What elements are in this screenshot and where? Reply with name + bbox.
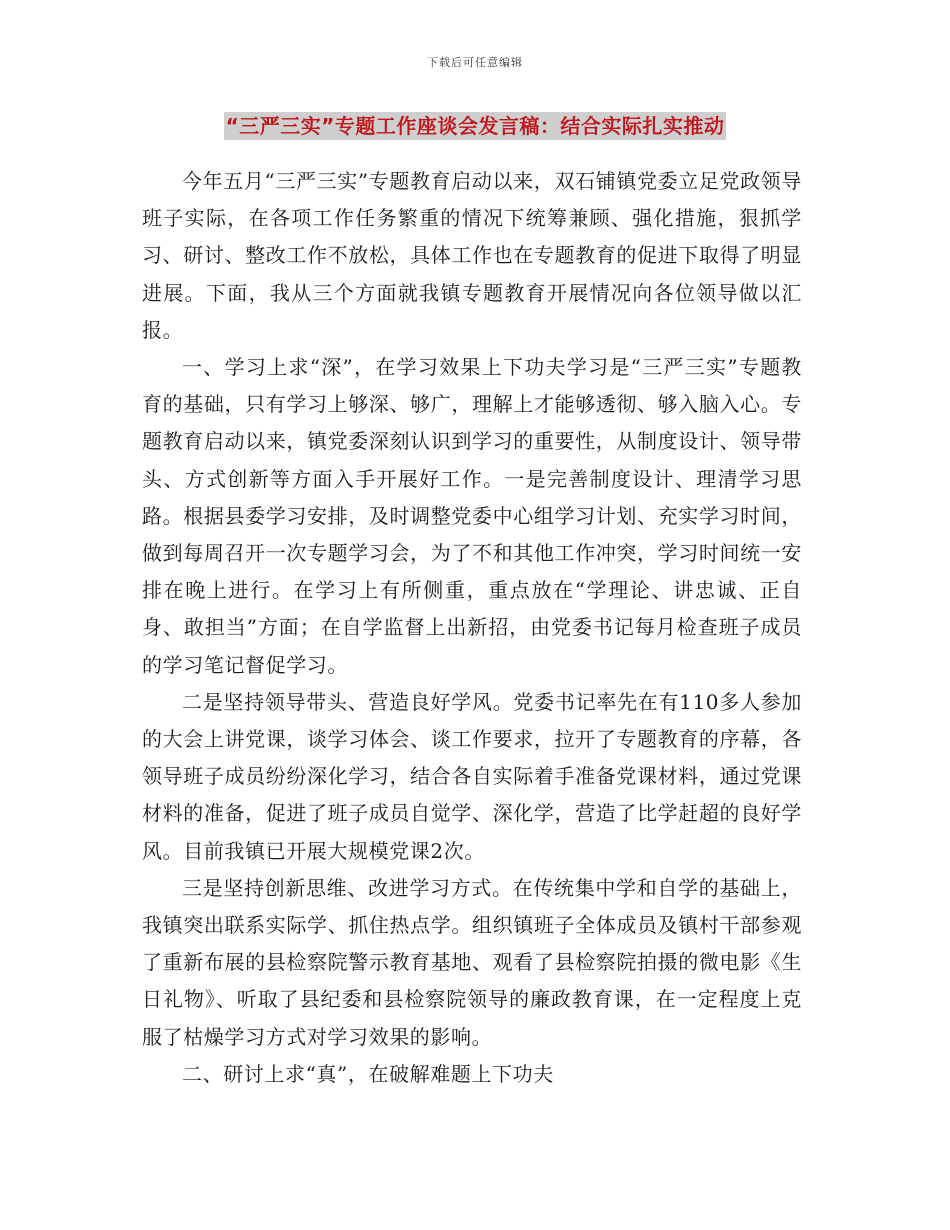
paragraph-point-3: 三是坚持创新思维、改进学习方式。在传统集中学和自学的基础上，我镇突出联系实际学、抓住热点学。组织镇班子全体成员及镇村干部参观了重新布展的县检察院警示教育基地、观看了县检察院拍摄的微电影《生日礼物》、听取了县纪委和县检察院领导的廉政教育课，在一定程度上克服了枯燥学习方式对学习效果的影响。 bbox=[142, 875, 802, 1049]
document-body bbox=[142, 163, 802, 1093]
header-note: 下载后可任意编辑 bbox=[427, 56, 523, 69]
paragraph-point-2: 二是坚持领导带头、营造良好学风。党委书记率先在有110多人参加的大会上讲党课，谈学习体会、谈工作要求，拉开了专题教育的序幕，各领导班子成员纷纷深化学习，结合各自实际着手准备党课材料，通过党课材料的准备，促进了班子成员自觉学、深化学，营造了比学赶超的良好学风。目前我镇已开展大规模党课2次。 bbox=[142, 689, 802, 863]
title-container bbox=[0, 112, 950, 140]
paragraph-intro: 今年五月“三严三实”专题教育启动以来，双石铺镇党委立足党政领导班子实际，在各项工作任务繁重的情况下统筹兼顾、强化措施，狠抓学习、研讨、整改工作不放松，具体工作也在专题教育的促进下取得了明显进展。下面，我从三个方面就我镇专题教育开展情况向各位领导做以汇报。 bbox=[142, 169, 802, 342]
document-title: “三严三实”专题工作座谈会发言稿：结合实际扎实推动 bbox=[225, 114, 725, 138]
paragraph-section-2-heading: 二、研讨上求“真”，在破解难题上下功夫 bbox=[182, 1061, 554, 1086]
paragraph-section-1: 一、学习上求“深”，在学习效果上下功夫学习是“三严三实”专题教育的基础，只有学习上够深、够广，理解上才能够透彻、够入脑入心。专题教育启动以来，镇党委深刻认识到学习的重要性，从制度设计、领导带头、方式创新等方面入手开展好工作。一是完善制度设计、理清学习思路。根据县委学习安排，及时调整党委中心组学习计划、充实学习时间，做到每周召开一次专题学习会，为了不和其他工作冲突，学习时间统一安排在晚上进行。在学习上有所侧重，重点放在“学理论、讲忠诚、正自身、敢担当”方面；在自学监督上出新招，由党委书记每月检查班子成员的学习笔记督促学习。 bbox=[142, 355, 802, 677]
